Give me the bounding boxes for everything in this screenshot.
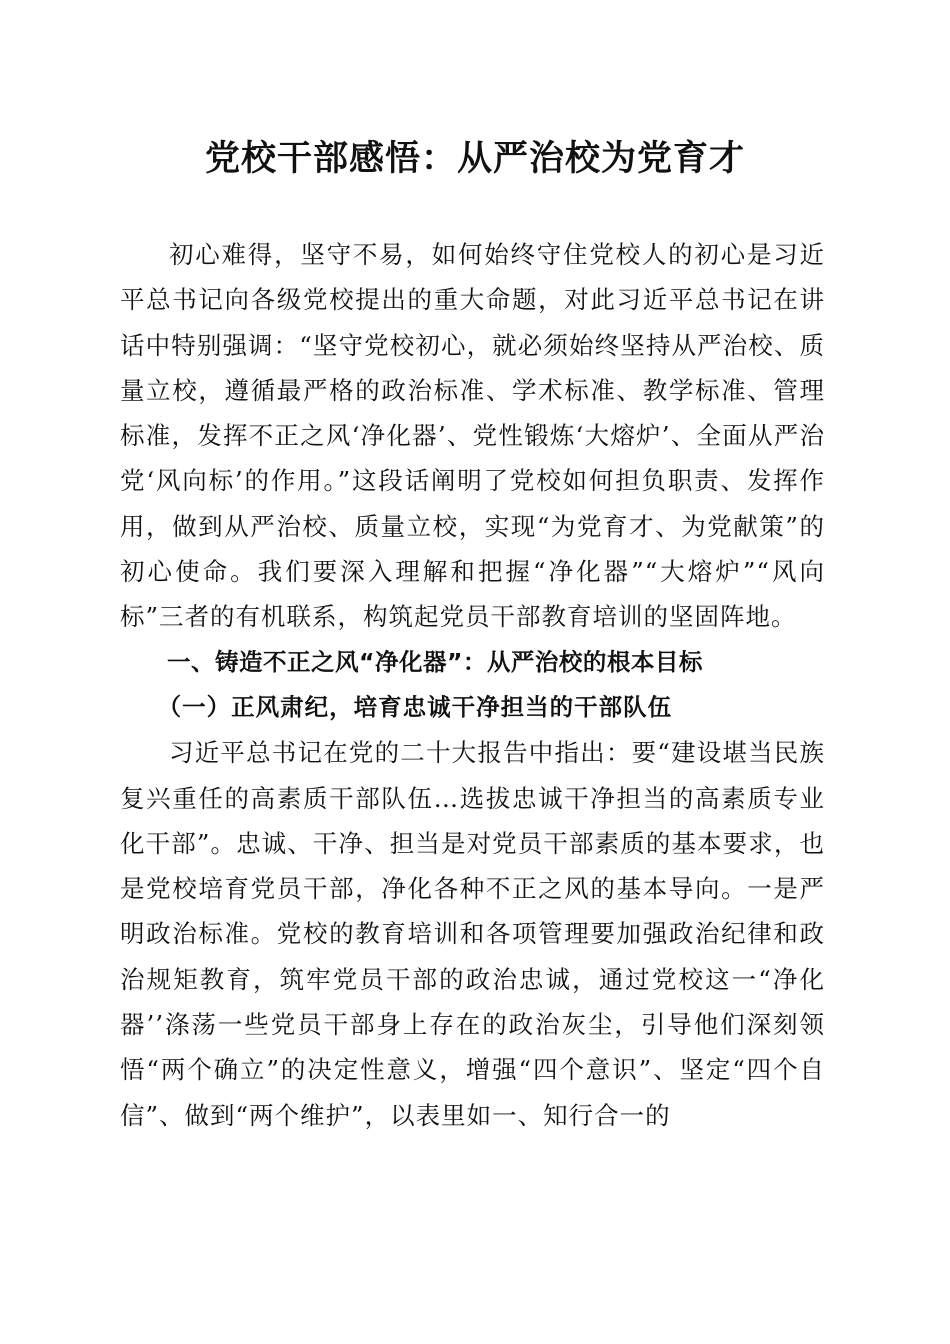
subsection-1-paragraph: 习近平总书记在党的二十大报告中指出：要“建设堪当民族复兴重任的高素质干部队伍…选拔忠诚干净担当的高素质专业化干部”。忠诚、干净、担当是对党员干部素质的基本要求，也是党校培育党员干部，净化各种不正之风的基本导向。一是严明政治标准。党校的教育培训和各项管理要加强政治纪律和政治规矩教育，筑牢党员干部的政治忠诚，通过党校这一“净化器’’涤荡一些党员干部身上存在的政治灰尘，引导他们深刻领悟“两个确立”的决定性意义，增强“四个意识”、坚定“四个自信”、做到“两个维护”，以表里如一、知行合一的 [120,738,825,1130]
subsection-heading-1: （一）正风肃纪，培育忠诚干净担当的干部队伍 [157,692,673,721]
intro-paragraph: 初心难得，坚守不易，如何始终守住党校人的初心是习近平总书记向各级党校提出的重大命题，对此习近平总书记在讲话中特别强调：“坚守党校初心，就必须始终坚持从严治校、质量立校，遵循最严格的政治标准、学术标准、教学标准、管理标准，发挥不正之风‘净化器’、党性锻炼‘大熔炉’、全面从严治党‘风向标’的作用。”这段话阐明了党校如何担负职责、发挥作用，做到从严治校、质量立校，实现“为党育才、为党献策”的初心使命。我们要深入理解和把握“净化器”“大熔炉”“风向标”三者的有机联系，构筑起党员干部教育培训的坚固阵地。 [120,240,825,632]
section-heading-1: 一、铸造不正之风“净化器”：从严治校的根本目标 [167,647,703,676]
document-body [120,232,825,1138]
document-title: 党校干部感悟：从严治校为党育才 [204,138,745,179]
